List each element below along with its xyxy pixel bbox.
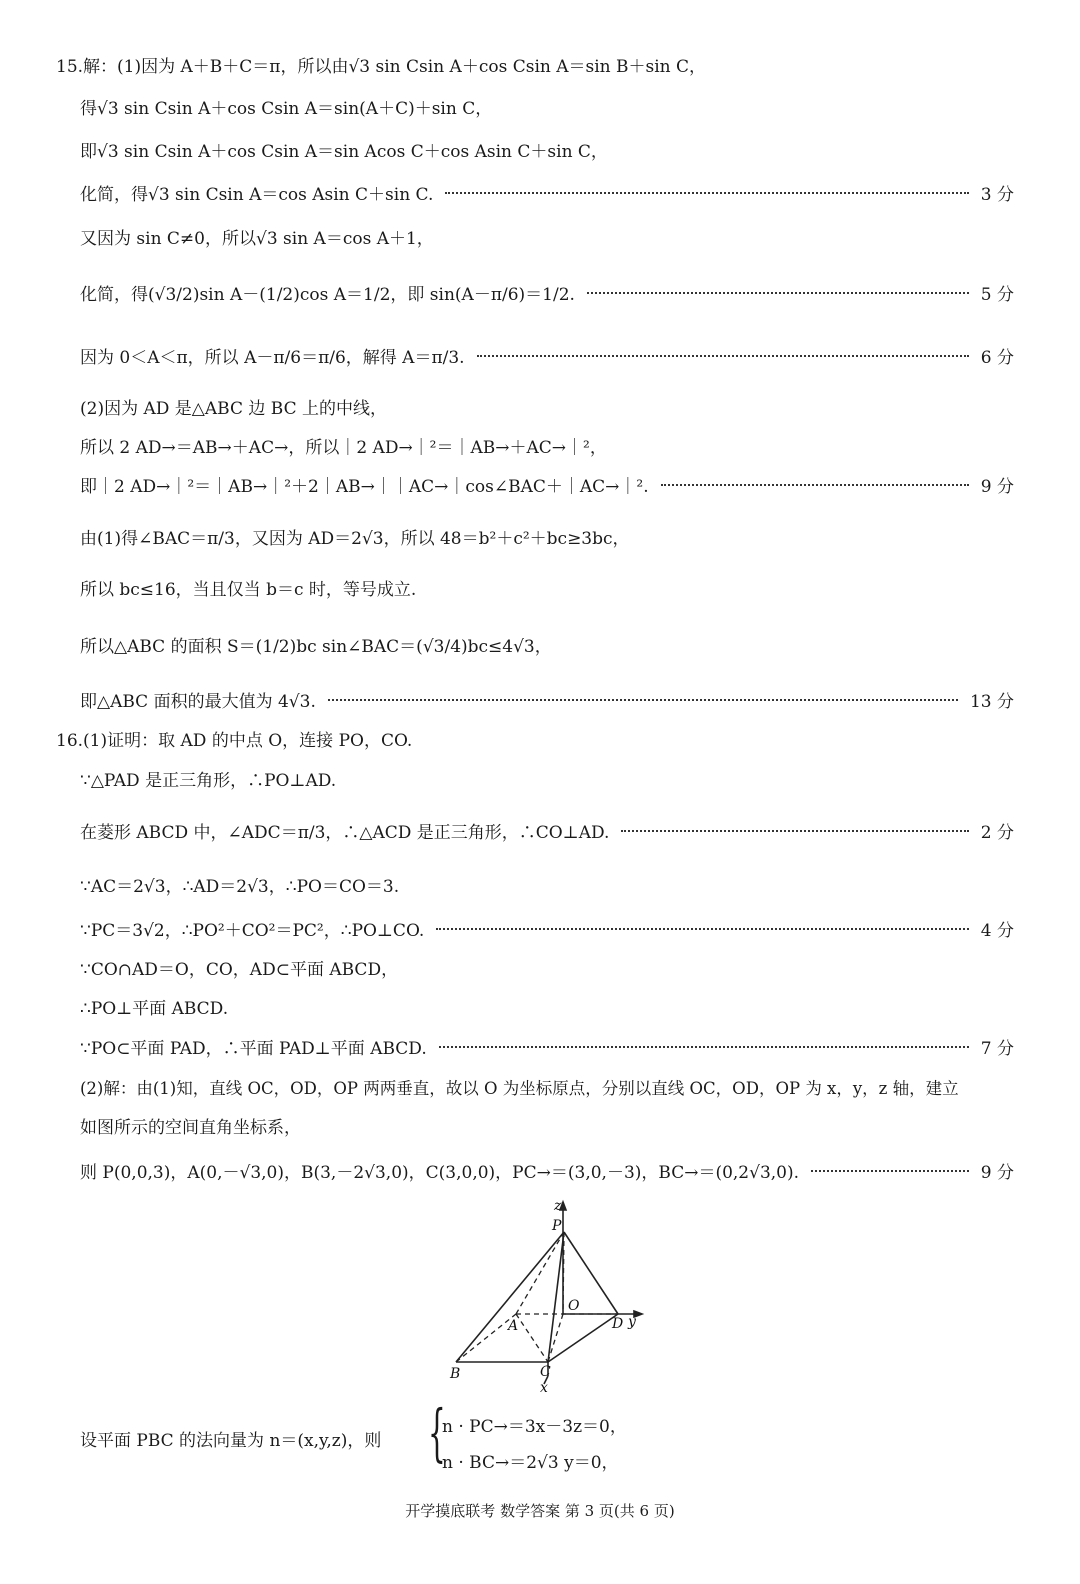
label-x: x <box>540 1380 548 1394</box>
line-16-2: ∵△PAD 是正三角形，∴PO⊥AD. <box>80 771 337 791</box>
score-mark: 13 分 <box>969 692 1014 712</box>
edge-PC <box>548 1232 564 1362</box>
line-15-6: 化简，得(√3/2)sin A－(1/2)cos A＝1/2，即 sin(A－π/6)＝1/2. 5 分 <box>80 285 1014 305</box>
label-O: O <box>568 1298 580 1314</box>
pyramid-figure <box>440 1198 660 1394</box>
line-16-10: 如图所示的空间直角坐标系， <box>80 1118 301 1138</box>
leader-dots <box>621 830 968 832</box>
leader-dots <box>811 1170 969 1172</box>
score-mark: 9 分 <box>980 1163 1014 1183</box>
line-15-7: 因为 0＜A＜π，所以 A－π/6＝π/6，解得 A＝π/3. 6 分 <box>80 348 1014 368</box>
equation-2: n · BC→＝2√3 y＝0， <box>442 1453 619 1473</box>
edge-AC-hidden <box>516 1314 548 1362</box>
line-15-14: 即△ABC 面积的最大值为 4√3. 13 分 <box>80 692 1014 712</box>
line-15-11: 由(1)得∠BAC＝π/3，又因为 AD＝2√3，所以 48＝b²＋c²＋bc≥3bc， <box>80 529 630 549</box>
line-16-7: ∴PO⊥平面 ABCD. <box>80 999 229 1019</box>
line-15-13: 所以△ABC 的面积 S＝(1/2)bc sin∠BAC＝(√3/4)bc≤4√3， <box>80 637 552 657</box>
edge-PA-hidden <box>516 1232 564 1314</box>
edge-PB <box>456 1232 564 1362</box>
line-15-12: 所以 bc≤16，当且仅当 b＝c 时，等号成立. <box>80 580 417 600</box>
leader-dots <box>445 192 968 194</box>
label-D: D <box>612 1316 624 1332</box>
line-15-3: 即√3 sin Csin A＋cos Csin A＝sin Acos C＋cos Asin C＋sin C， <box>80 142 608 162</box>
line-16-4: ∵AC＝2√3，∴AD＝2√3，∴PO＝CO＝3. <box>80 877 400 897</box>
label-y: y <box>628 1314 636 1330</box>
equation-1: n · PC→＝3x－3z＝0， <box>442 1417 627 1437</box>
leader-dots <box>436 928 968 930</box>
label-C: C <box>540 1364 551 1380</box>
line-16-3: 在菱形 ABCD 中，∠ADC＝π/3，∴△ACD 是正三角形，∴CO⊥AD. 2 分 <box>80 823 1014 843</box>
line-15-5: 又因为 sin C≠0，所以√3 sin A＝cos A＋1， <box>80 229 434 249</box>
leader-dots <box>328 699 958 701</box>
line-15-9: 所以 2 AD→＝AB→＋AC→，所以｜2 AD→｜²＝｜AB→＋AC→｜²， <box>80 438 607 458</box>
label-B: B <box>450 1366 461 1382</box>
leader-dots <box>477 355 969 357</box>
page-footer: 开学摸底联考 数学答案 第 3 页(共 6 页) <box>405 1502 675 1520</box>
edge-CD <box>548 1314 618 1362</box>
label-P: P <box>552 1218 562 1234</box>
line-15-4: 化简，得√3 sin Csin A＝cos Asin C＋sin C. 3 分 <box>80 185 1014 205</box>
score-mark: 3 分 <box>980 185 1014 205</box>
line-16-12: 设平面 PBC 的法向量为 n＝(x,y,z)，则 <box>80 1431 382 1451</box>
left-brace-icon: { <box>428 1396 446 1469</box>
line-16-9: (2)解：由(1)知，直线 OC，OD，OP 两两垂直，故以 O 为坐标原点，分别以直线 OC，OD，OP 为 x，y，z 轴，建立 <box>80 1079 959 1098</box>
score-mark: 5 分 <box>980 285 1014 305</box>
leader-dots <box>661 484 969 486</box>
leader-dots <box>439 1046 969 1048</box>
line-16-5: ∵PC＝3√2，∴PO²＋CO²＝PC²，∴PO⊥CO. 4 分 <box>80 921 1014 941</box>
score-mark: 7 分 <box>980 1039 1014 1059</box>
score-mark: 2 分 <box>980 823 1014 843</box>
line-15-8: (2)因为 AD 是△ABC 边 BC 上的中线， <box>80 399 387 419</box>
line-16-1: 16.(1)证明：取 AD 的中点 O，连接 PO，CO. <box>56 731 413 751</box>
line-15-10: 即｜2 AD→｜²＝｜AB→｜²＋2｜AB→｜｜AC→｜cos∠BAC＋｜AC→｜². 9 分 <box>80 477 1014 497</box>
edge-AB-hidden <box>456 1314 519 1362</box>
line-16-11: 则 P(0,0,3)，A(0,－√3,0)，B(3,－2√3,0)，C(3,0,0)，PC→＝(3,0,－3)，BC→＝(0,2√3,0). 9 分 <box>80 1163 1014 1183</box>
leader-dots <box>587 292 969 294</box>
line-16-8: ∵PO⊂平面 PAD，∴平面 PAD⊥平面 ABCD. 7 分 <box>80 1039 1014 1059</box>
score-mark: 6 分 <box>980 348 1014 368</box>
score-mark: 9 分 <box>980 477 1014 497</box>
score-mark: 4 分 <box>980 921 1014 941</box>
line-16-6: ∵CO∩AD＝O，CO，AD⊂平面 ABCD， <box>80 960 399 980</box>
line-15-1: 15.解：(1)因为 A＋B＋C＝π，所以由√3 sin Csin A＋cos Csin A＝sin B＋sin C， <box>56 57 707 77</box>
line-15-2: 得√3 sin Csin A＋cos Csin A＝sin(A＋C)＋sin C， <box>80 99 493 119</box>
label-A: A <box>508 1318 519 1334</box>
label-z: z <box>554 1198 562 1214</box>
